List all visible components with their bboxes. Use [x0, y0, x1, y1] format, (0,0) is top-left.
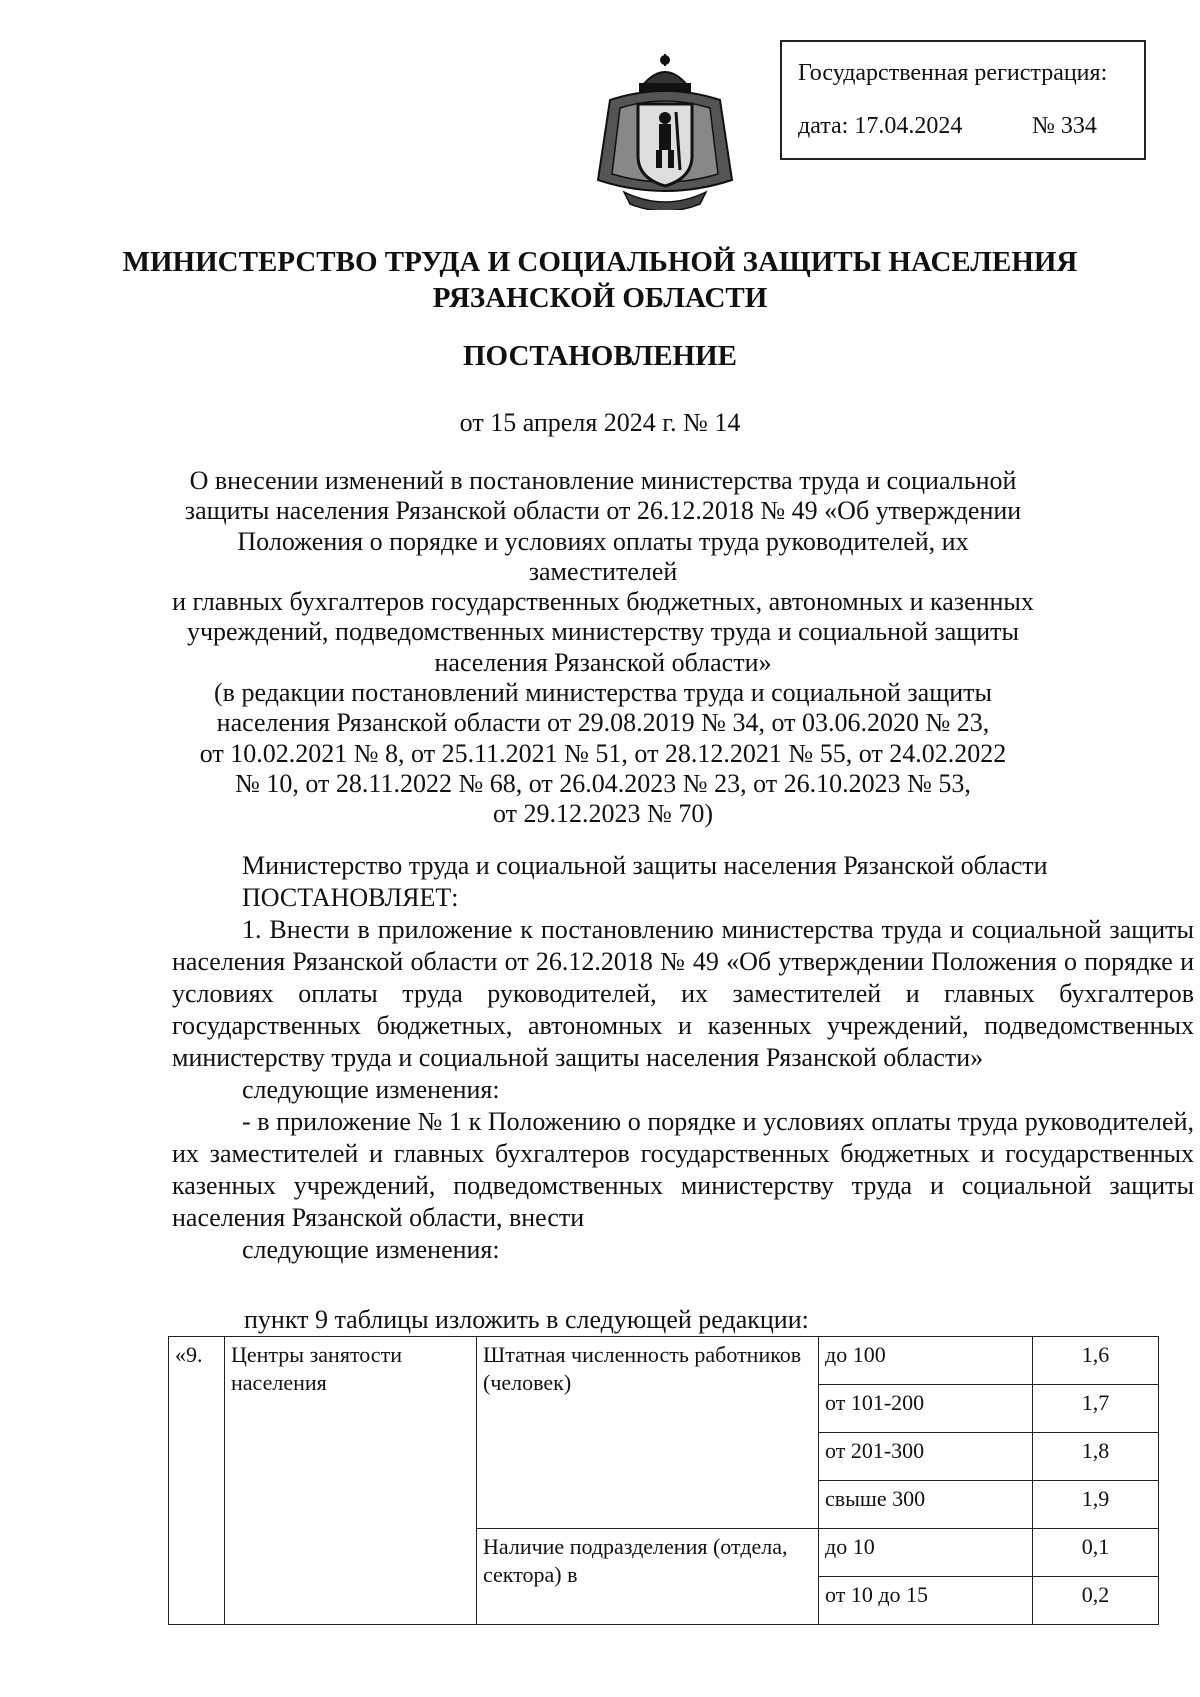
appendix-change-end: следующие изменения:	[242, 1235, 500, 1264]
subject-line: населения Рязанской области от 29.08.2019 № 34, от 03.06.2020 № 23,	[216, 708, 990, 738]
preamble-text: Министерство труда и социальной защиты населения Рязанской области	[242, 851, 1048, 880]
ministry-title-line2: РЯЗАНСКОЙ ОБЛАСТИ	[432, 282, 768, 314]
coat-of-arms-icon	[590, 52, 740, 210]
table-cell-number: «9.	[169, 1337, 225, 1625]
registration-date: дата: 17.04.2024	[798, 113, 963, 139]
registration-row	[798, 113, 1144, 140]
document-date: от 15 апреля 2024 г. № 14	[459, 408, 741, 437]
item-1-text: 1. Внести в приложение к постановлению министерства труда и социальной защиты населения Рязанской области от 26.12.2018 № 49 «Об утверждении Положения о порядке и условиях оплаты труда руководителей, их заместителей и главных бухгалтеров государственных бюджетных, автономных и казенных учреждений, подведомственных министерству труда и социальной защиты населения Рязанской области»	[172, 915, 1194, 1072]
subject-line: населения Рязанской области»	[434, 647, 772, 677]
preamble-resolves: ПОСТАНОВЛЯЕТ:	[242, 883, 459, 912]
paragraph-appendix-change	[172, 1106, 1194, 1266]
table-cell-range: свыше 300	[819, 1481, 1033, 1529]
table-cell-range: до 10	[819, 1529, 1033, 1577]
subject-line: (в редакции постановлений министерства труда и социальной защиты	[214, 678, 992, 708]
subject-line: учреждений, подведомственных министерству труда и социальной защиты	[186, 617, 1020, 647]
table-cell-coefficient: 0,1	[1033, 1529, 1159, 1577]
appendix-change-text: - в приложение № 1 к Положению о порядке и условиях оплаты труда руководителей, их заместителей и главных бухгалтеров государственных бюджетных и государственных казенных учреждений, подведомственных министерству труда и социальной защиты населения Рязанской области, внести	[172, 1107, 1194, 1232]
table-row	[169, 1337, 1159, 1385]
table-intro: пункт 9 таблицы изложить в следующей редакции:	[244, 1305, 809, 1334]
table-cell-coefficient: 1,8	[1033, 1433, 1159, 1481]
table-cell-coefficient: 0,2	[1033, 1577, 1159, 1625]
item-1-end: следующие изменения:	[242, 1075, 500, 1104]
table-cell-coefficient: 1,6	[1033, 1337, 1159, 1385]
subject-line: от 29.12.2023 № 70)	[493, 799, 713, 829]
table-cell-criterion: Штатная численность работников (человек)	[477, 1337, 819, 1529]
table-cell-range: от 201-300	[819, 1433, 1033, 1481]
document-type: ПОСТАНОВЛЕНИЕ	[462, 340, 737, 372]
table-cell-range: до 100	[819, 1337, 1033, 1385]
paragraph-item-1	[172, 914, 1194, 1106]
table-cell-range: от 101-200	[819, 1385, 1033, 1433]
subject-line: О внесении изменений в постановление министерства труда и социальной	[189, 466, 1017, 495]
ministry-title	[90, 244, 1110, 316]
table-cell-organization: Центры занятости населения	[225, 1337, 477, 1625]
crown-icon	[640, 54, 690, 92]
ministry-title-line1: МИНИСТЕРСТВО ТРУДА И СОЦИАЛЬНОЙ ЗАЩИТЫ НАСЕЛЕНИЯ	[122, 246, 1078, 278]
subject-line: № 10, от 28.11.2022 № 68, от 26.04.2023 № 23, от 26.10.2023 № 53,	[235, 768, 971, 798]
table-cell-coefficient: 1,7	[1033, 1385, 1159, 1433]
table-cell-coefficient: 1,9	[1033, 1481, 1159, 1529]
coefficient-table	[168, 1336, 1159, 1625]
document-body	[172, 850, 1194, 1266]
subject-line: от 10.02.2021 № 8, от 25.11.2021 № 51, от 28.12.2021 № 55, от 24.02.2022	[199, 738, 1007, 768]
table-cell-criterion: Наличие подразделения (отдела, сектора) в	[477, 1529, 819, 1625]
registration-number: № 334	[1032, 113, 1097, 139]
registration-stamp	[780, 40, 1146, 160]
subject-line: и главных бухгалтеров государственных бюджетных, автономных и казенных	[172, 587, 1034, 617]
table-cell-range: от 10 до 15	[819, 1577, 1033, 1625]
registration-title: Государственная регистрация:	[798, 60, 1108, 86]
subject-line: защиты населения Рязанской области от 26.12.2018 № 49 «Об утверждении	[184, 496, 1022, 526]
document-subject	[170, 466, 1036, 830]
paragraph-preamble	[172, 850, 1194, 914]
subject-line: Положения о порядке и условиях оплаты труда руководителей, их заместителей	[237, 526, 969, 586]
